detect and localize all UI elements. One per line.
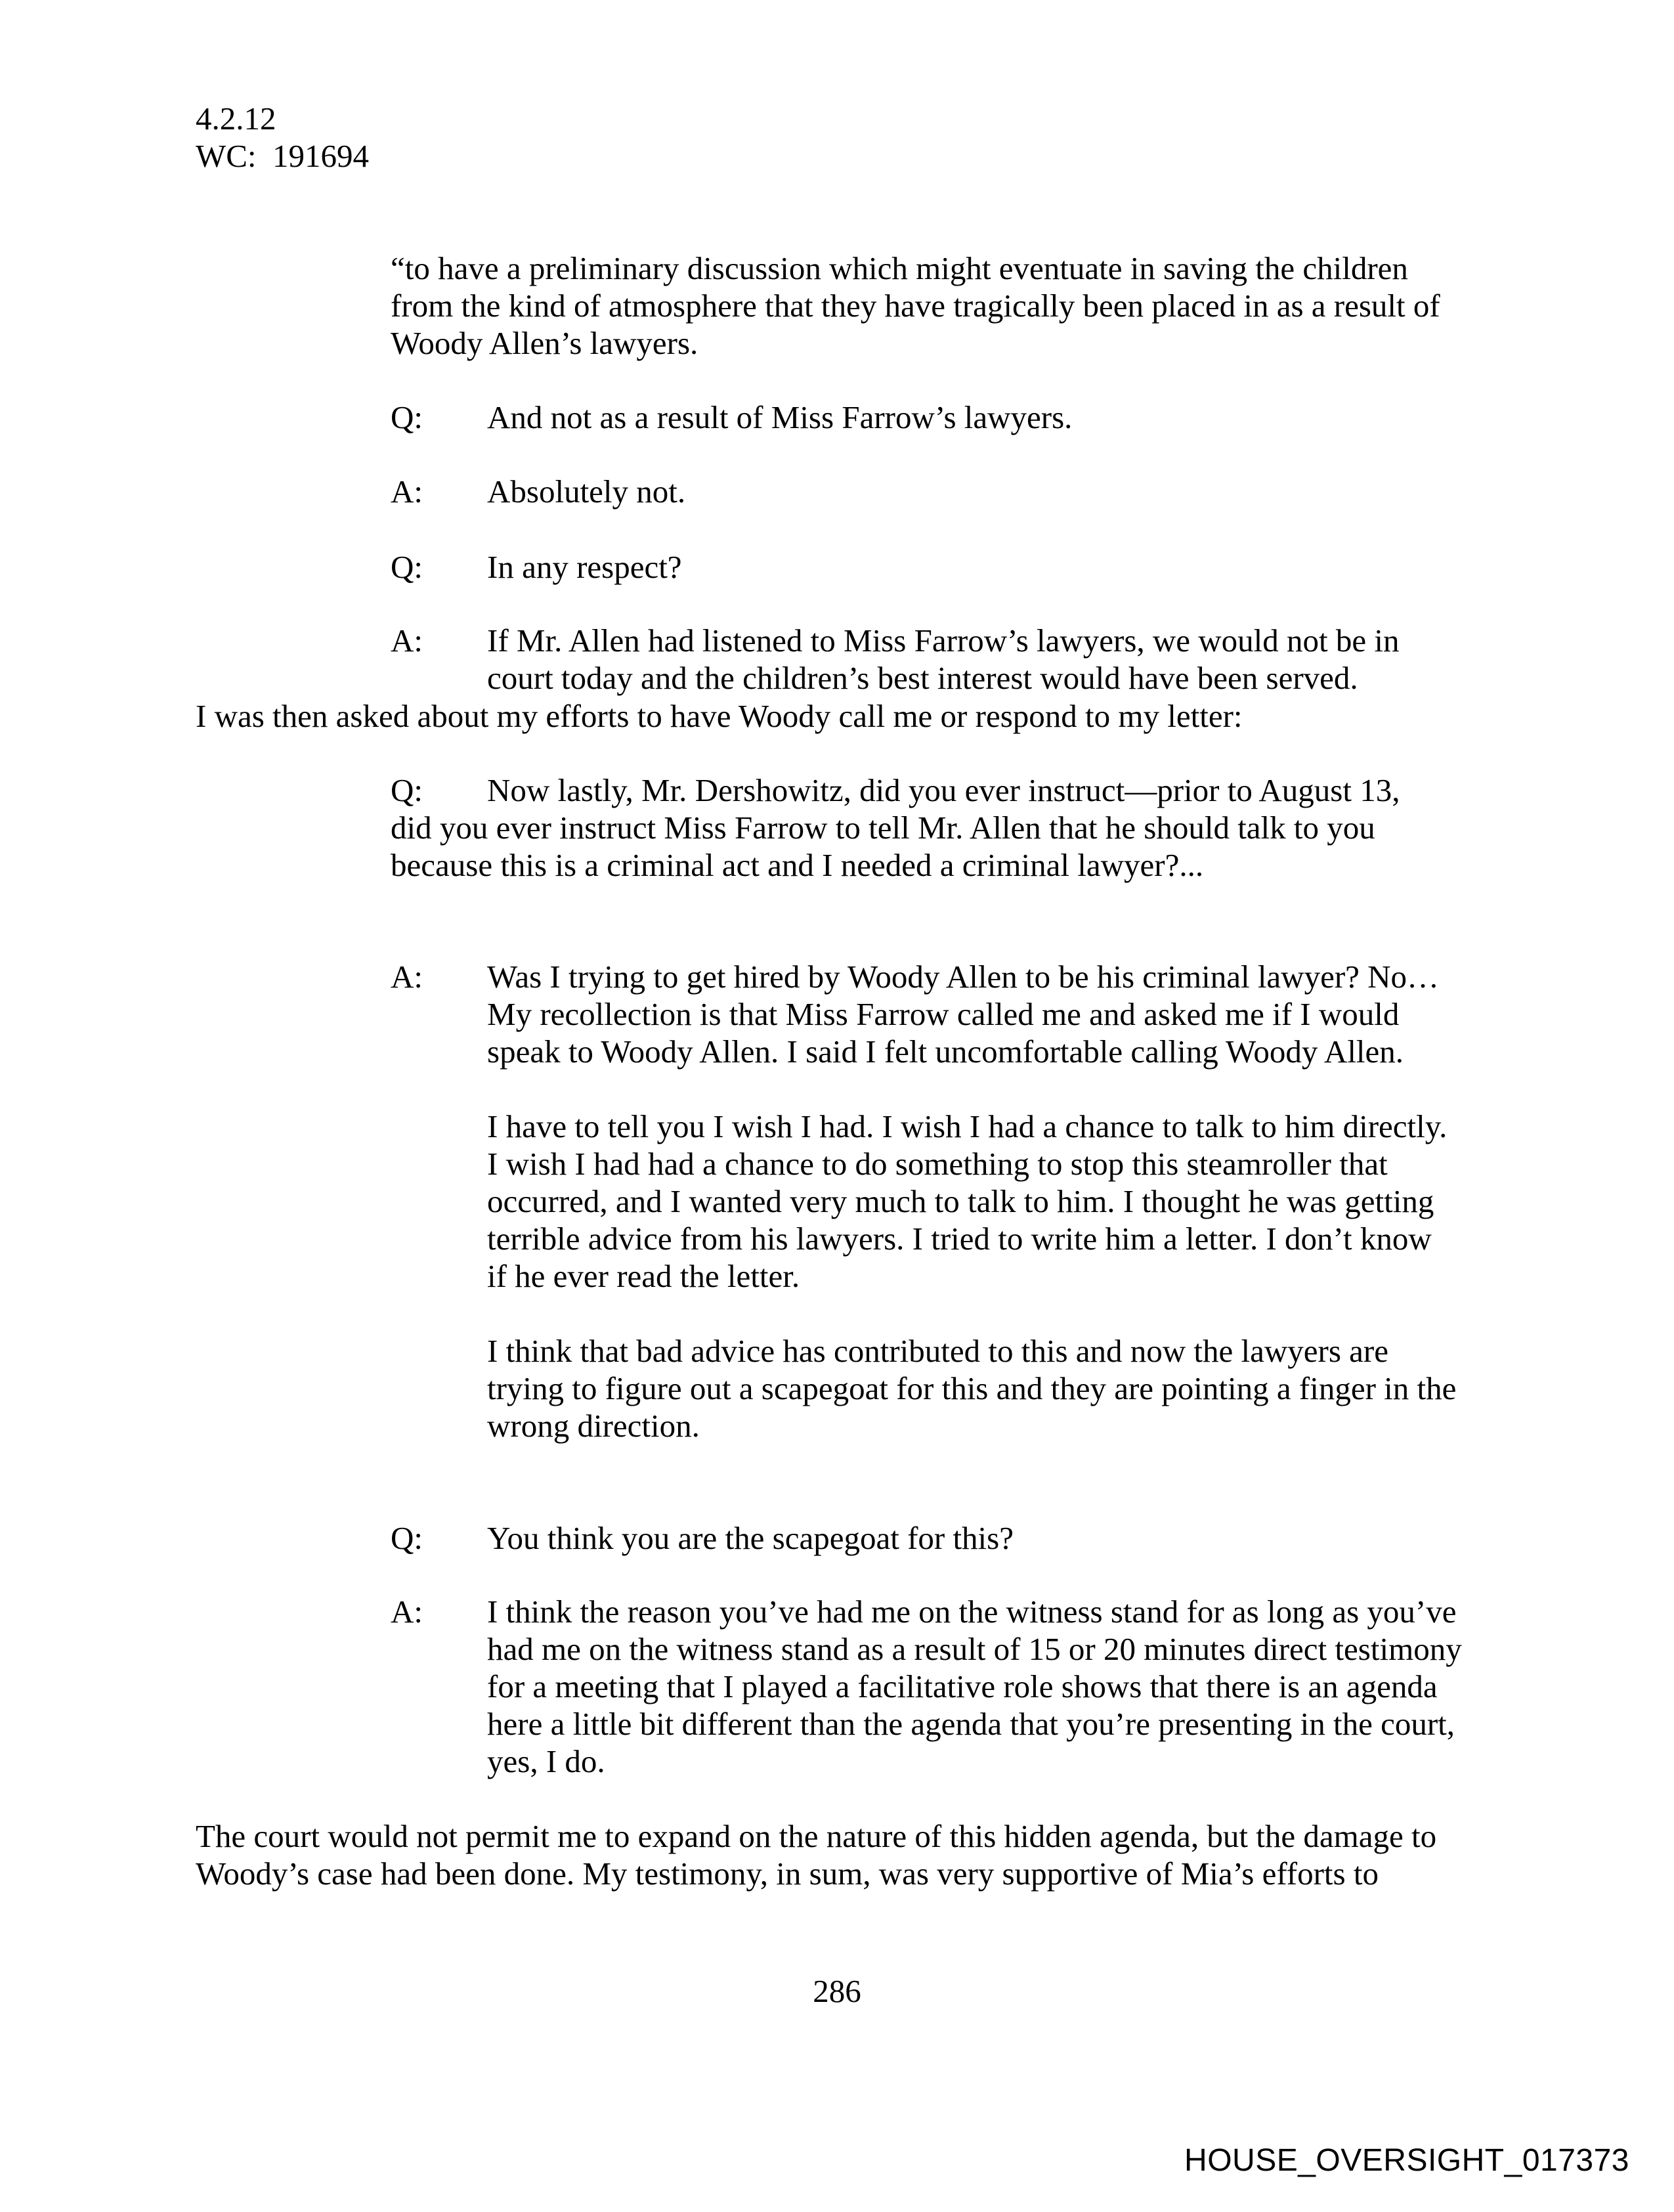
qa-text: And not as a result of Miss Farrow’s lawyers. <box>487 399 1073 435</box>
narration-paragraph: I was then asked about my efforts to have Woody call me or respond to my letter: <box>196 698 1243 734</box>
quote-paragraph: “to have a preliminary discussion which might eventuate in saving the children from the kind of atmosphere that they have tragically been placed in as a result of Woody Allen’s lawyers. <box>391 250 1440 361</box>
qa-item-answer <box>391 958 1474 1444</box>
qa-label: A: <box>391 473 423 510</box>
qa-text: Now lastly, Mr. Dershowitz, did you ever instruct—prior to August 13, did you ever instruct Miss Farrow to tell Mr. Allen that he should talk to you because this is a criminal act and I needed a criminal lawyer?... <box>391 772 1400 883</box>
qa-text: You think you are the scapegoat for this? <box>487 1520 1014 1556</box>
qa-label: A: <box>391 622 423 659</box>
qa-label: A: <box>391 1594 423 1630</box>
qa-item <box>391 399 1474 436</box>
qa-label: Q: <box>391 1520 423 1556</box>
qa-label: A: <box>391 959 423 995</box>
qa-item <box>391 548 1474 586</box>
header-date: 4.2.12 <box>196 100 276 137</box>
qa-item <box>391 622 1474 697</box>
answer-paragraph: I think that bad advice has contributed to this and now the lawyers are trying to figure out a scapegoat for this and they are pointing a finger in the wrong direction. <box>487 1333 1457 1444</box>
answer-paragraph: I have to tell you I wish I had. I wish I had a chance to talk to him directly. I wish I had had a chance to do something to stop this steamroller that occurred, and I wanted very much to talk to him. I thought he was getting terrible advice from his lawyers. I tried to write him a letter. I don’t know if he ever read the letter. <box>487 1108 1448 1294</box>
qa-text: In any respect? <box>487 549 682 585</box>
qa-text: If Mr. Allen had listened to Miss Farrow’s lawyers, we would not be in court today and the children’s best interest would have been served. <box>487 622 1400 696</box>
qa-item <box>391 1593 1474 1780</box>
qa-label: Q: <box>391 549 423 585</box>
qa-text: Absolutely not. <box>487 473 686 510</box>
narration-paragraph: The court would not permit me to expand on the nature of this hidden agenda, but the damage to Woody’s case had been done. My testimony, in sum, was very supportive of Mia’s efforts to <box>196 1818 1437 1892</box>
qa-label: Q: <box>391 772 423 808</box>
bates-footer: HOUSE_OVERSIGHT_017373 <box>1184 2143 1629 2178</box>
qa-text: I think the reason you’ve had me on the witness stand for as long as you’ve had me on the witness stand as a result of 15 or 20 minutes direct testimony for a meeting that I played a facilitative role shows that there is an agenda here a little bit different than the agenda that you’re presenting in the court, yes, I do. <box>487 1594 1462 1779</box>
qa-item <box>391 473 1474 510</box>
answer-paragraph: Was I trying to get hired by Woody Allen to be his criminal lawyer? No…My recollection is that Miss Farrow called me and asked me if I would speak to Woody Allen. I said I felt uncomfortable calling Woody Allen. <box>487 959 1440 1070</box>
qa-item-question <box>391 771 1441 884</box>
header-word-count: WC: 191694 <box>196 138 370 174</box>
qa-label: Q: <box>391 399 423 435</box>
page-number: 286 <box>813 1973 861 2009</box>
qa-item <box>391 1519 1474 1557</box>
